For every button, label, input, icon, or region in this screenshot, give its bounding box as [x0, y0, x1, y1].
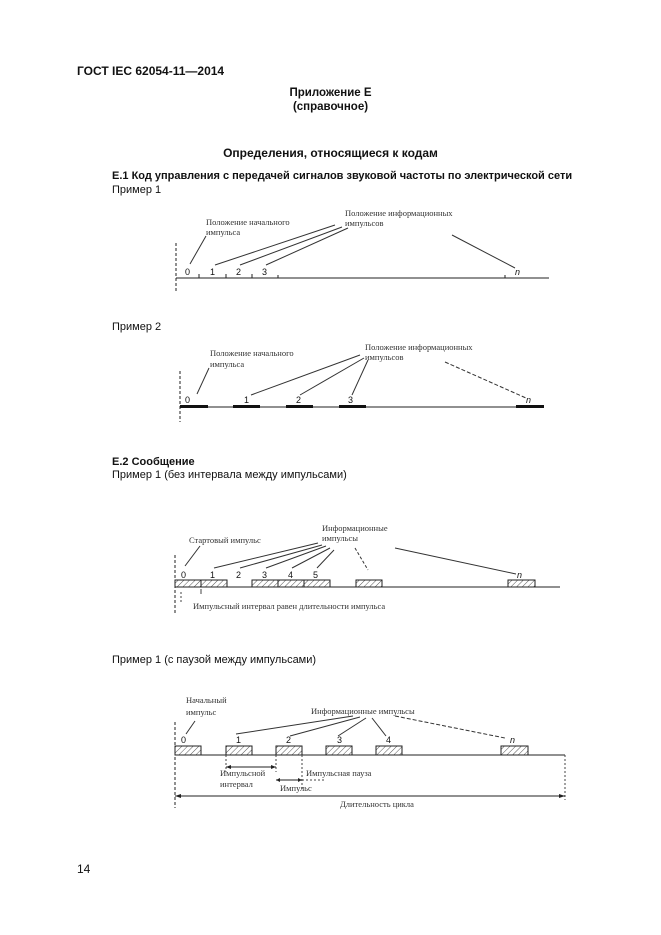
pulse-number: 0 — [185, 267, 191, 277]
e1-ex2-info-label-2: импульсов — [365, 352, 404, 362]
pulse-number: 1 — [236, 735, 242, 745]
e1-ex2-start-label-2: импульса — [210, 359, 245, 369]
e1-ex2-start-label-1: Положение начального — [210, 348, 294, 358]
pulse-number: 0 — [185, 395, 191, 405]
e1-example1-label: Пример 1 — [112, 184, 162, 196]
e2-ex2-cycle-label: Длительность цикла — [340, 799, 414, 809]
pulse-number: 1 — [244, 395, 250, 405]
e2-ex2-pulse-label: Импульс — [280, 783, 312, 793]
pulse-number: 2 — [296, 395, 302, 405]
e2-example1-diagram — [175, 523, 560, 613]
section-title: Определения, относящиеся к кодам — [223, 146, 438, 160]
pulse-number: 2 — [236, 570, 242, 580]
pulse-number: 1 — [210, 570, 216, 580]
pulse-number: 3 — [262, 267, 268, 277]
e2-ex2-interval-label-1: Импульсной — [220, 768, 266, 778]
e1-ex2-info-label-1: Положение информационных — [365, 342, 473, 352]
e2-ex1-interval-label: Импульсный интервал равен длительности импульса — [193, 601, 386, 611]
e2-ex2-start-label-1: Начальный — [186, 695, 227, 705]
e1-heading: Е.1 Код управления с передачей сигналов звуковой частоты по электрической сети — [112, 170, 573, 182]
e1-ex1-start-label-1: Положение начального — [206, 217, 290, 227]
e2-ex2-interval-label-2: интервал — [220, 779, 253, 789]
pulse-number-n: n — [526, 395, 532, 405]
pulse-number: 5 — [313, 570, 319, 580]
appendix-title: Приложение Е — [289, 87, 372, 99]
e2-ex2-info-label: Информационные импульсы — [311, 706, 415, 716]
e2-ex1-info-label-1: Информационные — [322, 523, 388, 533]
e1-example1-diagram — [176, 208, 549, 293]
e1-example2-label: Пример 2 — [112, 321, 162, 333]
pulse-number: 0 — [181, 735, 187, 745]
pulse-number: 0 — [181, 570, 187, 580]
e2-ex1-start-label: Стартовый импульс — [189, 535, 261, 545]
e2-ex2-start-label-2: импульс — [186, 707, 217, 717]
pulse-number: 2 — [286, 735, 292, 745]
pulse-number: 3 — [348, 395, 354, 405]
e1-example2-diagram — [180, 342, 544, 422]
pulse-number: 4 — [386, 735, 392, 745]
e2-ex2-pause-label: Импульсная пауза — [306, 768, 372, 778]
pulse-number: 1 — [210, 267, 216, 277]
pulse-number: 3 — [337, 735, 343, 745]
e1-ex1-info-label-2: импульсов — [345, 218, 384, 228]
pulse-number-n: n — [515, 267, 521, 277]
pulse-number-n: n — [517, 570, 523, 580]
e2-example2-diagram — [175, 695, 565, 809]
e1-ex1-start-label-2: импульса — [206, 227, 241, 237]
page-number: 14 — [77, 862, 91, 876]
appendix-subtitle: (справочное) — [292, 101, 369, 113]
e2-heading: Е.2 Сообщение — [112, 456, 195, 468]
pulse-number: 4 — [288, 570, 294, 580]
pulse-number: 2 — [236, 267, 242, 277]
e2-example1-label: Пример 1 (без интервала между импульсами) — [112, 469, 347, 481]
pulse-number: 3 — [262, 570, 268, 580]
pulse-number-n: n — [510, 735, 516, 745]
e2-example2-label: Пример 1 (с паузой между импульсами) — [112, 654, 317, 666]
e1-ex1-info-label-1: Положение информационных — [345, 208, 453, 218]
e2-ex1-info-label-2: импульсы — [322, 533, 358, 543]
document-code: ГОСТ IEC 62054-11—2014 — [77, 64, 225, 78]
